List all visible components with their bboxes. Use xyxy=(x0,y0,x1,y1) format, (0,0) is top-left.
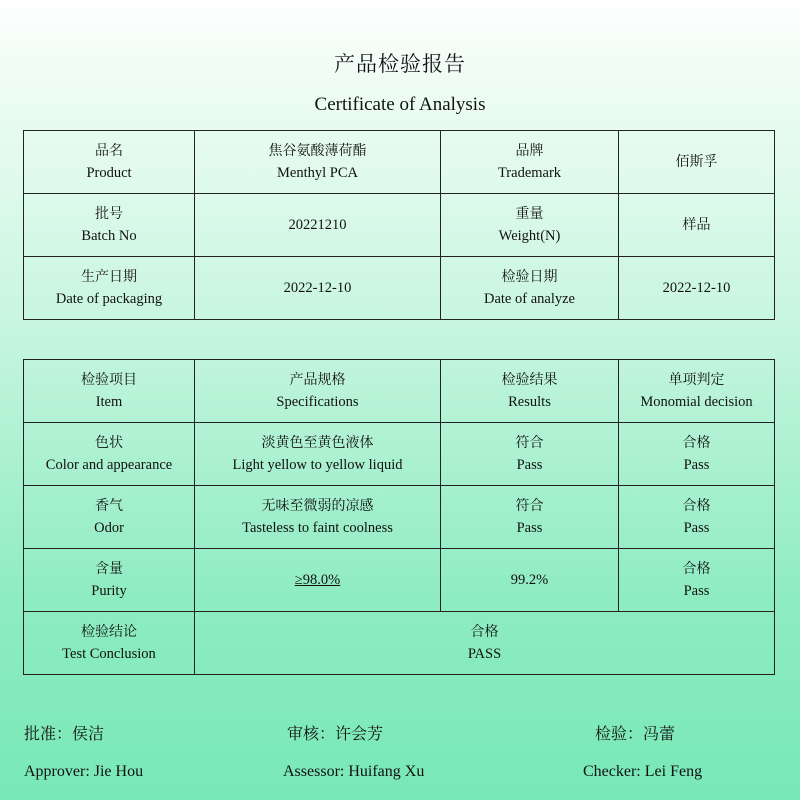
result-cn: 符合 xyxy=(515,435,544,451)
decision-cell xyxy=(619,423,775,486)
weight-value-cell xyxy=(619,194,775,257)
conclusion-label-cn: 检验结论 xyxy=(81,624,137,640)
product-value-cn: 焦谷氨酸薄荷酯 xyxy=(268,143,367,159)
item-en: Odor xyxy=(94,520,124,536)
assessor-signature-en: Assessor: Huifang Xu xyxy=(283,763,425,780)
product-label-en: Product xyxy=(86,165,132,181)
batch-value-cell xyxy=(195,194,441,257)
trademark-value: 佰斯孚 xyxy=(675,153,718,170)
product-label-cn: 品名 xyxy=(95,143,123,159)
spec-cn: 淡黄色至黄色液体 xyxy=(261,435,374,451)
spec-en: Light yellow to yellow liquid xyxy=(232,457,403,473)
product-value-en: Menthyl PCA xyxy=(277,165,358,181)
weight-label-en: Weight(N) xyxy=(498,228,561,244)
header-result-cell xyxy=(441,360,619,423)
batch-row xyxy=(24,194,775,257)
conclusion-value-cell xyxy=(195,612,775,675)
product-info-table xyxy=(23,130,775,320)
decision-cn: 合格 xyxy=(682,561,711,577)
approver-signature-cn: 批准：侯洁 xyxy=(24,724,105,743)
conclusion-label-en: Test Conclusion xyxy=(62,646,156,662)
assessor-signature-cn: 审核：许会芳 xyxy=(287,724,384,743)
table-row xyxy=(24,549,775,612)
product-row xyxy=(24,131,775,194)
item-cn: 含量 xyxy=(95,561,123,577)
header-spec-en: Specifications xyxy=(276,394,359,410)
analyze-date-value-cell xyxy=(619,257,775,320)
production-date-label-en: Date of packaging xyxy=(55,291,163,307)
item-cell xyxy=(24,423,195,486)
result-en: Pass xyxy=(516,457,543,473)
result-cell xyxy=(441,423,619,486)
analyze-date-label-cn: 检验日期 xyxy=(501,269,558,285)
spec-cell xyxy=(195,486,441,549)
date-row xyxy=(24,257,775,320)
conclusion-value-en: PASS xyxy=(467,646,502,662)
batch-label-cn: 批号 xyxy=(95,206,123,222)
decision-cn: 合格 xyxy=(682,435,711,451)
test-header-row xyxy=(24,360,775,423)
conclusion-row xyxy=(24,612,775,675)
result-en: Pass xyxy=(516,520,543,536)
header-item-en: Item xyxy=(95,394,123,410)
checker-signature-cn: 检验：冯蕾 xyxy=(595,724,676,743)
test-results-table xyxy=(23,359,775,675)
result-value: 99.2% xyxy=(510,571,549,588)
production-date-label-cn: 生产日期 xyxy=(81,269,137,285)
decision-cell xyxy=(619,549,775,612)
table-row xyxy=(24,486,775,549)
item-cell xyxy=(24,486,195,549)
header-spec-cell xyxy=(195,360,441,423)
item-en: Color and appearance xyxy=(45,457,173,473)
product-label-cell xyxy=(24,131,195,194)
trademark-label-cn: 品牌 xyxy=(515,143,544,159)
header-result-cn: 检验结果 xyxy=(501,372,558,388)
analyze-date-value: 2022-12-10 xyxy=(662,279,731,296)
spec-cell xyxy=(195,549,441,612)
product-value-cell xyxy=(195,131,441,194)
decision-cell xyxy=(619,486,775,549)
weight-label-cell xyxy=(441,194,619,257)
header-item-cell xyxy=(24,360,195,423)
approver-signature-en: Approver: Jie Hou xyxy=(24,763,144,780)
item-cn: 色状 xyxy=(95,435,123,451)
header-decision-en: Monomial decision xyxy=(640,394,753,410)
spec-value: ≥98.0% xyxy=(294,571,341,588)
header-spec-cn: 产品规格 xyxy=(289,372,346,388)
report-title-chinese: 产品检验报告 xyxy=(334,52,466,76)
production-date-value-cell xyxy=(195,257,441,320)
item-cell xyxy=(24,549,195,612)
decision-cn: 合格 xyxy=(682,498,711,514)
item-cn: 香气 xyxy=(95,498,123,514)
spec-cell xyxy=(195,423,441,486)
table-row xyxy=(24,423,775,486)
analyze-date-label-cell xyxy=(441,257,619,320)
conclusion-label-cell xyxy=(24,612,195,675)
conclusion-value-cn: 合格 xyxy=(470,624,499,640)
report-title-english: Certificate of Analysis xyxy=(314,94,486,115)
batch-label-cell xyxy=(24,194,195,257)
trademark-label-cell xyxy=(441,131,619,194)
trademark-value-cell xyxy=(619,131,775,194)
spec-cn: 无味至微弱的凉感 xyxy=(261,498,374,514)
decision-en: Pass xyxy=(683,520,710,536)
weight-value: 样品 xyxy=(682,216,711,233)
production-date-label-cell xyxy=(24,257,195,320)
decision-en: Pass xyxy=(683,583,710,599)
header-result-en: Results xyxy=(508,394,551,410)
item-en: Purity xyxy=(91,583,127,599)
spec-en: Tasteless to faint coolness xyxy=(242,520,393,536)
header-item-cn: 检验项目 xyxy=(81,372,137,388)
trademark-label-en: Trademark xyxy=(497,165,562,181)
header-decision-cell xyxy=(619,360,775,423)
result-cn: 符合 xyxy=(515,498,544,514)
checker-signature-en: Checker: Lei Feng xyxy=(583,763,703,780)
decision-en: Pass xyxy=(683,457,710,473)
weight-label-cn: 重量 xyxy=(515,206,544,222)
header-decision-cn: 单项判定 xyxy=(668,372,725,388)
batch-label-en: Batch No xyxy=(81,228,137,244)
analyze-date-label-en: Date of analyze xyxy=(484,291,575,307)
result-cell xyxy=(441,549,619,612)
production-date-value: 2022-12-10 xyxy=(283,279,352,296)
result-cell xyxy=(441,486,619,549)
batch-value: 20221210 xyxy=(288,216,347,233)
